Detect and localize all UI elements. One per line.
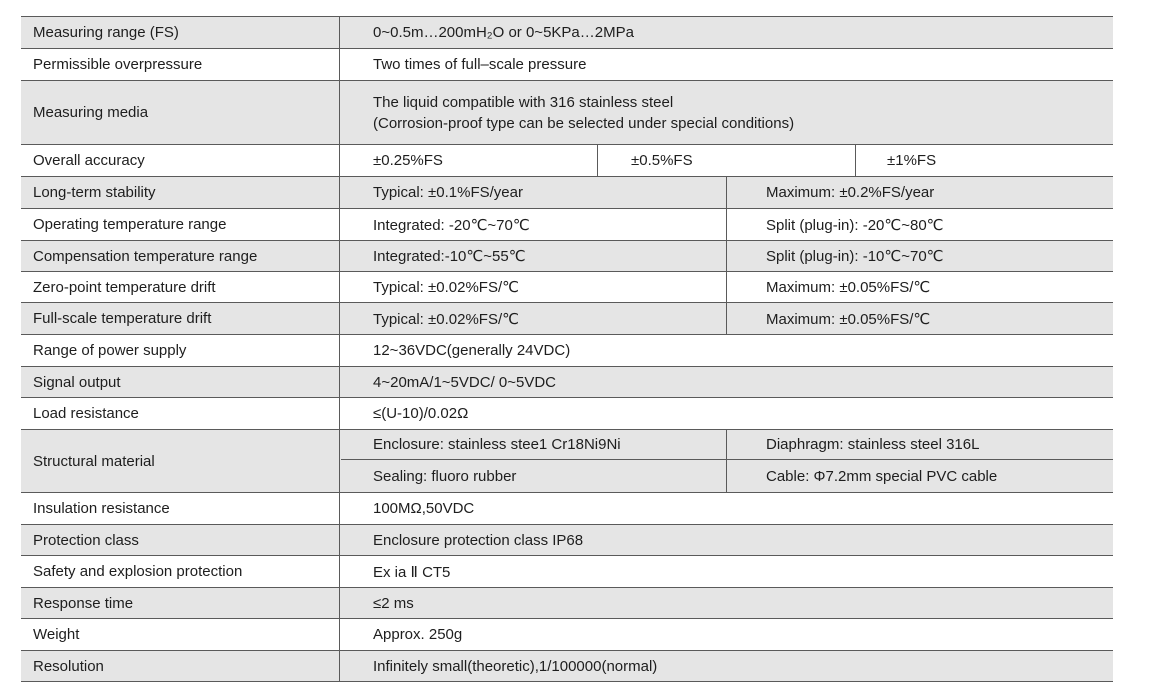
row-value: ≤2 ms — [373, 594, 414, 612]
typical-value: Typical: ±0.1%FS/year — [341, 177, 727, 208]
value-line-1: The liquid compatible with 316 stainless steel — [373, 93, 674, 111]
maximum-value: Maximum: ±0.05%FS/℃ — [766, 310, 931, 328]
table-row — [21, 272, 1113, 303]
table-row — [21, 619, 1113, 651]
table-row — [21, 335, 1113, 367]
row-label: Structural material — [21, 430, 340, 492]
sealing-material: Sealing: fluoro rubber — [341, 460, 727, 492]
table-row — [21, 525, 1113, 556]
table-row — [21, 588, 1113, 619]
row-label: Measuring range (FS) — [21, 17, 340, 48]
table-row — [21, 49, 1113, 81]
row-label: Operating temperature range — [21, 209, 340, 240]
cable-material: Cable: Φ7.2mm special PVC cable — [766, 467, 998, 485]
accuracy-option-1: ±0.25%FS — [341, 145, 598, 176]
table-row — [21, 493, 1113, 525]
row-label: Overall accuracy — [21, 145, 340, 176]
table-row — [21, 398, 1113, 430]
row-value: Enclosure protection class IP68 — [373, 531, 584, 549]
table-row — [21, 177, 1113, 209]
row-label: Compensation temperature range — [21, 241, 340, 271]
spec-table — [21, 16, 1113, 682]
integrated-value: Integrated: -20℃~70℃ — [341, 209, 727, 240]
row-label: Weight — [21, 619, 340, 650]
row-label: Safety and explosion protection — [21, 556, 340, 587]
maximum-value: Maximum: ±0.2%FS/year — [766, 184, 935, 201]
table-row — [21, 241, 1113, 272]
row-value: 4~20mA/1~5VDC/ 0~5VDC — [373, 373, 557, 391]
table-row — [21, 367, 1113, 398]
row-label: Measuring media — [21, 81, 340, 144]
split-value: Split (plug-in): -20℃~80℃ — [766, 216, 944, 234]
enclosure-material: Enclosure: stainless stee1 Cr18Ni9Ni — [341, 430, 727, 459]
table-row — [21, 145, 1113, 177]
accuracy-option-2: ±0.5%FS — [599, 145, 856, 176]
row-label: Insulation resistance — [21, 493, 340, 524]
row-value: 0~0.5m…200mH₂O or 0~5KPa…2MPa — [373, 24, 634, 41]
maximum-value: Maximum: ±0.05%FS/℃ — [766, 279, 931, 296]
row-label: Load resistance — [21, 398, 340, 429]
row-label: Resolution — [21, 651, 340, 681]
integrated-value: Integrated:-10℃~55℃ — [341, 241, 727, 271]
row-value — [341, 81, 1113, 144]
row-value: Infinitely small(theoretic),1/100000(normal) — [373, 657, 658, 675]
table-row — [21, 651, 1113, 682]
row-label: Zero-point temperature drift — [21, 272, 340, 302]
table-row — [21, 209, 1113, 241]
row-label: Range of power supply — [21, 335, 340, 366]
diaphragm-material: Diaphragm: stainless steel 316L — [766, 436, 980, 453]
row-value: ≤(U-10)/0.02Ω — [373, 405, 469, 422]
row-value: Approx. 250g — [373, 626, 463, 643]
row-value: Two times of full–scale pressure — [373, 56, 587, 73]
split-value: Split (plug-in): -10℃~70℃ — [766, 248, 944, 265]
row-value: 12~36VDC(generally 24VDC) — [373, 342, 571, 359]
row-label: Permissible overpressure — [21, 49, 340, 80]
row-value: 100MΩ,50VDC — [373, 500, 475, 517]
typical-value: Typical: ±0.02%FS/℃ — [341, 303, 727, 334]
row-label: Long-term stability — [21, 177, 340, 208]
row-label: Full-scale temperature drift — [21, 303, 340, 334]
row-label: Response time — [21, 588, 340, 618]
table-row — [21, 430, 1113, 493]
typical-value: Typical: ±0.02%FS/℃ — [341, 272, 727, 302]
row-label: Signal output — [21, 367, 340, 397]
table-row — [21, 303, 1113, 335]
table-row — [21, 81, 1113, 145]
table-row — [21, 16, 1113, 49]
row-value: Ex ia Ⅱ CT5 — [373, 563, 451, 581]
accuracy-option-3: ±1%FS — [887, 152, 937, 169]
value-line-2: (Corrosion-proof type can be selected under special conditions) — [373, 114, 795, 132]
material-subrow — [341, 460, 1113, 492]
row-label: Protection class — [21, 525, 340, 555]
material-subrow — [341, 430, 1113, 460]
table-row — [21, 556, 1113, 588]
